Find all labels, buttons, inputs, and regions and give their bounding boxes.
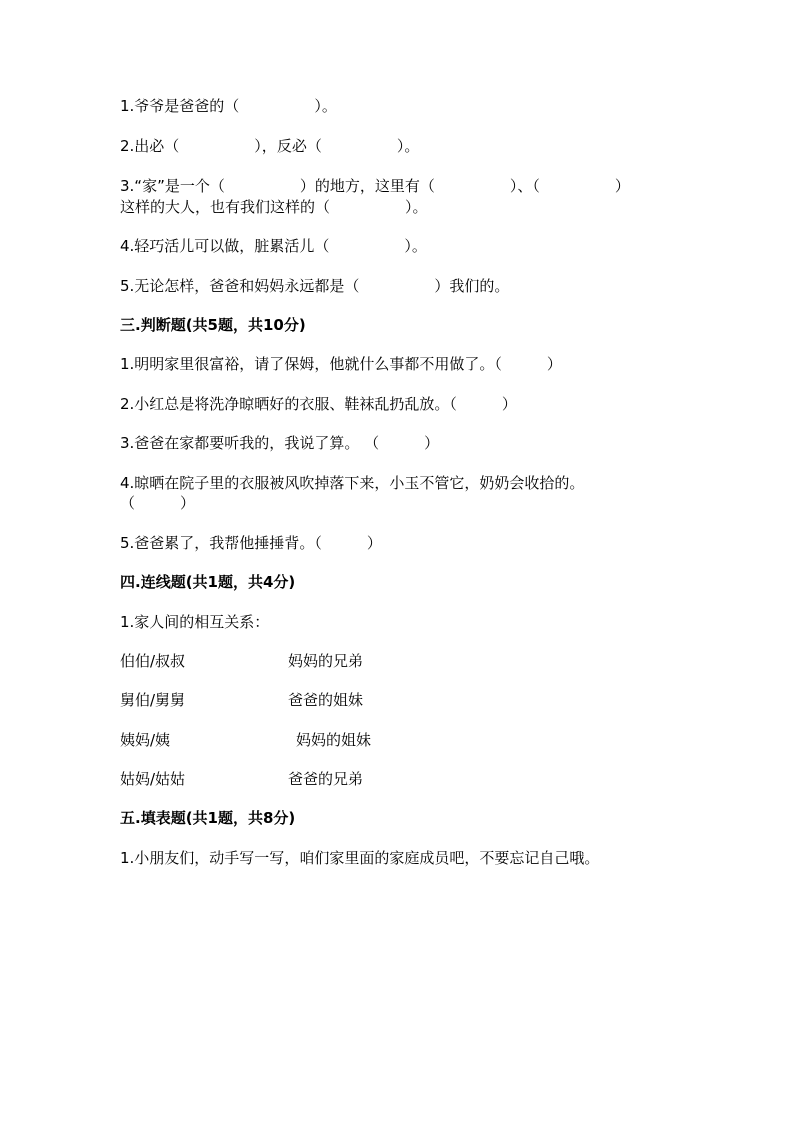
match-right-1: 妈妈的兄弟 bbox=[288, 652, 364, 670]
fill-blank-item-3-cont: 这样的大人，也有我们这样的（ ）。 bbox=[120, 198, 428, 216]
match-right-2: 爸爸的姐妹 bbox=[288, 691, 364, 709]
table-heading: 五.填表题(共1题，共8分) bbox=[120, 809, 296, 827]
fill-blank-item-2: 2.出必（ ），反必（ ）。 bbox=[120, 137, 420, 155]
match-left-4: 姑妈/姑姑 bbox=[120, 770, 186, 788]
match-heading: 四.连线题(共1题，共4分) bbox=[120, 573, 296, 591]
match-left-1: 伯伯/叔叔 bbox=[120, 652, 186, 670]
match-left-3: 姨妈/姨 bbox=[120, 731, 171, 749]
match-right-3: 妈妈的姐妹 bbox=[296, 731, 372, 749]
judge-item-4-cont: （ ） bbox=[120, 494, 196, 512]
fill-blank-item-5: 5.无论怎样，爸爸和妈妈永远都是（ ）我们的。 bbox=[120, 277, 510, 295]
match-right-4: 爸爸的兄弟 bbox=[288, 770, 364, 788]
fill-blank-item-1: 1.爷爷是爸爸的（ ）。 bbox=[120, 97, 337, 115]
judge-heading: 三.判断题(共5题，共10分) bbox=[120, 316, 306, 334]
judge-item-4: 4.晾晒在院子里的衣服被风吹掉落下来，小玉不管它，奶奶会收拾的。 bbox=[120, 474, 585, 492]
judge-item-2: 2.小红总是将洗净晾晒好的衣服、鞋袜乱扔乱放。（ ） bbox=[120, 395, 517, 413]
judge-item-5: 5.爸爸累了，我帮他捶捶背。（ ） bbox=[120, 534, 382, 552]
match-left-2: 舅伯/舅舅 bbox=[120, 691, 186, 709]
match-prompt: 1.家人间的相互关系： bbox=[120, 613, 270, 631]
table-prompt: 1.小朋友们，动手写一写，咱们家里面的家庭成员吧，不要忘记自己哦。 bbox=[120, 849, 600, 867]
judge-item-1: 1.明明家里很富裕，请了保姆，他就什么事都不用做了。（ ） bbox=[120, 355, 562, 373]
fill-blank-item-4: 4.轻巧活儿可以做，脏累活儿（ ）。 bbox=[120, 237, 427, 255]
fill-blank-item-3: 3.“家”是一个（ ）的地方，这里有（ ）、（ ） bbox=[120, 177, 630, 195]
judge-item-3: 3.爸爸在家都要听我的，我说了算。 （ ） bbox=[120, 434, 440, 452]
